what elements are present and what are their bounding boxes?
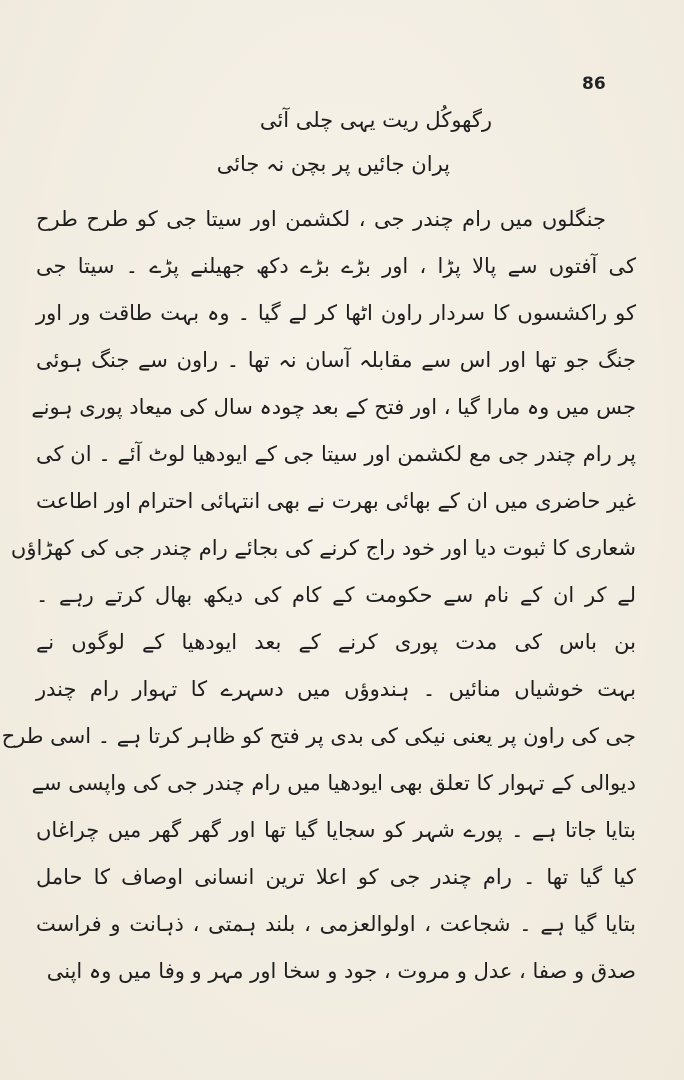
paragraph-line: جنگ جو تھا اور اس سے مقابلہ آسان نہ تھا ۔ راون سے جنگ ہوئی <box>36 348 636 372</box>
paragraph-line: پر رام چندر جی مع لکشمن اور سیتا جی کے ایودھیا لوٹ آئے ۔ ان کی <box>36 442 636 466</box>
paragraph-line: جنگلوں میں رام چندر جی ، لکشمن اور سیتا جی کو طرح طرح <box>36 207 606 231</box>
paragraph-line: بن باس کی مدت پوری کرنے کے بعد ایودھیا کے لوگوں نے <box>36 630 636 654</box>
paragraph-line: بہت خوشیاں منائیں ۔ ہندوؤں میں دسہرے کا تہوار رام چندر <box>36 677 636 701</box>
paragraph-line: کی آفتوں سے پالا پڑا ، اور بڑے بڑے دکھ جھیلنے پڑے ۔ سیتا جی <box>36 254 636 278</box>
paragraph-line: بتایا جاتا ہے ۔ پورے شہر کو سجایا گیا تھا اور گھر گھر میں چراغاں <box>36 818 636 842</box>
page-number: 86 <box>582 74 606 94</box>
paragraph-line: دیوالی کے تہوار کا تعلق بھی ایودھیا میں رام چندر جی کی واپسی سے <box>31 771 636 795</box>
paragraph-line: کیا گیا تھا ۔ رام چندر جی کو اعلا ترین انسانی اوصاف کا حامل <box>36 865 636 889</box>
couplet-line-2: پران جائیں پر بچن نہ جائی <box>216 152 450 176</box>
couplet-line-1: رگھوکُل ریت یہی چلی آئی <box>259 108 492 132</box>
paragraph-line: غیر حاضری میں ان کے بھائی بھرت نے بھی انتہائی احترام اور اطاعت <box>36 489 636 513</box>
paragraph-line: جی کی راون پر یعنی نیکی کی بدی پر فتح کو ظاہر کرتا ہے ۔ اسی طرح <box>1 724 636 748</box>
paragraph-line: لے کر ان کے نام سے حکومت کے کام کی دیکھ بھال کرتے رہے ۔ <box>36 583 636 607</box>
paragraph-line: شعاری کا ثبوت دیا اور خود راج کرنے کی بجائے رام چندر جی کی کھڑاؤں <box>10 536 636 560</box>
paragraph-line: صدق و صفا ، عدل و مروت ، جود و سخا اور مہر و وفا میں وہ اپنی <box>46 959 636 983</box>
paragraph-line: بتایا گیا ہے ۔ شجاعت ، اولوالعزمی ، بلند ہمتی ، ذہانت و فراست <box>36 912 636 936</box>
paragraph-line: جس میں وہ مارا گیا ، اور فتح کے بعد چودہ سال کی میعاد پوری ہونے <box>31 395 636 419</box>
paragraph-line: کو راکشسوں کا سردار راون اٹھا کر لے گیا ۔ وہ بہت طاقت ور اور <box>36 301 636 325</box>
